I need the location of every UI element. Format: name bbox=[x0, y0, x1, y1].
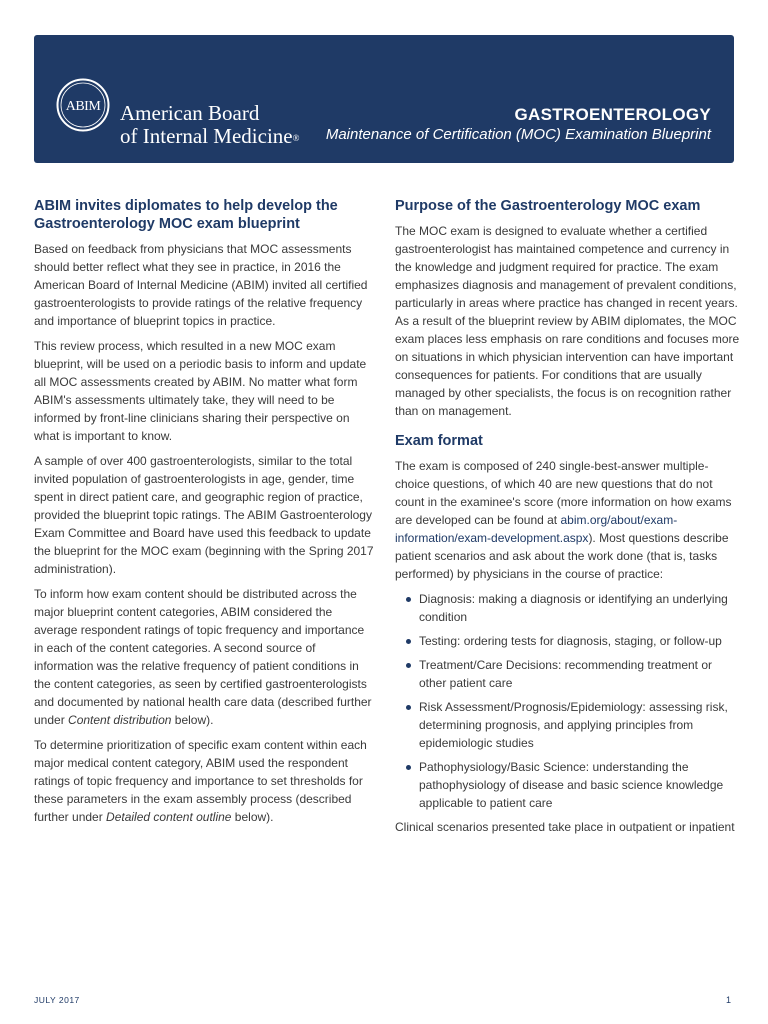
content-distribution-ref: Content distribution bbox=[68, 713, 172, 727]
detailed-outline-ref: Detailed content outline bbox=[106, 810, 232, 824]
list-item: Diagnosis: making a diagnosis or identifying an underlying condition bbox=[395, 590, 740, 626]
clinical-scenarios-paragraph: Clinical scenarios presented take place in outpatient or inpatient bbox=[395, 820, 735, 834]
bullet-icon bbox=[406, 639, 411, 644]
org-name-line2: of Internal Medicine® bbox=[120, 124, 300, 148]
left-paragraph-2: This review process, which resulted in a new MOC exam blueprint, will be used on a periodic basis to inform and update all MOC assessments created by ABIM. No matter what form ABIM's assessments ultimately take, they will need to be informed by front-line clinicians sharing their perspective on what is important to know. bbox=[34, 339, 367, 443]
registered-mark: ® bbox=[292, 133, 300, 143]
bullet-icon bbox=[406, 765, 411, 770]
bullet-icon bbox=[406, 663, 411, 668]
right-column bbox=[395, 197, 740, 843]
footer-date: JULY 2017 bbox=[34, 995, 80, 1005]
left-paragraph-3: A sample of over 400 gastroenterologists, similar to the total invited population of gastroenterologists in age, gender, time spent in direct patient care, and geographic region of practice, provided the blueprint topic ratings. The ABIM Gastroenterology Exam Committee and Board have used this feedback to update the blueprint for the MOC exam (beginning with the Spring 2017 administration). bbox=[34, 454, 374, 576]
exam-format-paragraph: The exam is composed of 240 single-best-answer multiple-choice questions, of which 40 are new questions that do not count in the examinee's score (more information on how exams are developed can be found at abim.org/about/exam-information/exam-development.aspx). Most questions describe patient scenarios and ask about the work done (that is, tasks performed) by physicians in the course of practice: bbox=[395, 459, 732, 581]
list-item: Risk Assessment/Prognosis/Epidemiology: assessing risk, determining prognosis, and applying principles from epidemiologic studies bbox=[395, 698, 740, 752]
bullet-icon bbox=[406, 705, 411, 710]
left-paragraph-4: To inform how exam content should be distributed across the major blueprint content categories, ABIM considered the average respondent ratings of topic frequency and importance in each of the content categories. A second source of information was the relative frequency of patient conditions in the content categories, as seen by certified gastroenterologists and documented by national health care data (described further under Content distribution below). bbox=[34, 587, 372, 727]
purpose-paragraph: The MOC exam is designed to evaluate whether a certified gastroenterologist has maintained competence and currency in the knowledge and judgment required for practice. The exam emphasizes diagnosis and management of prevalent conditions, particularly in areas where practice has changed in recent years. As a result of the blueprint review by ABIM diplomates, the MOC exam places less emphasis on rare conditions and focuses more on situations in which physician intervention can have important consequences for patients. For conditions that are usually managed by other specialists, the focus is on recognition rather than on management. bbox=[395, 224, 740, 418]
exam-development-link[interactable]: abim.org/about/exam-information/exam-development.aspx bbox=[395, 513, 678, 545]
left-column bbox=[34, 197, 376, 833]
page-number: 1 bbox=[726, 995, 732, 1005]
list-item: Treatment/Care Decisions: recommending treatment or other patient care bbox=[395, 656, 740, 692]
bullet-icon bbox=[406, 597, 411, 602]
header-banner bbox=[34, 35, 734, 163]
specialty-title: GASTROENTEROLOGY bbox=[514, 105, 711, 124]
invite-heading: ABIM invites diplomates to help develop the Gastroenterology MOC exam blueprint bbox=[34, 198, 338, 232]
org-name-line1: American Board bbox=[120, 101, 260, 125]
left-paragraph-5: To determine prioritization of specific exam content within each major medical content category, ABIM used the respondent ratings of topic frequency and importance to set thresholds for these parameters in the exam assembly process (described further under Detailed content outline below). bbox=[34, 738, 367, 824]
abim-seal-logo bbox=[56, 78, 110, 132]
exam-format-heading: Exam format bbox=[395, 433, 483, 449]
purpose-heading: Purpose of the Gastroenterology MOC exam bbox=[395, 198, 701, 214]
left-paragraph-1: Based on feedback from physicians that MOC assessments should better reflect what they see in practice, in 2016 the American Board of Internal Medicine (ABIM) invited all certified gastroenterologists to provide ratings of the relative frequency and importance of blueprint topics in practice. bbox=[34, 242, 368, 328]
blueprint-subtitle: Maintenance of Certification (MOC) Examination Blueprint bbox=[325, 126, 711, 143]
task-list bbox=[395, 590, 740, 812]
list-item: Pathophysiology/Basic Science: understanding the pathophysiology of disease and basic science knowledge applicable to patient care bbox=[395, 758, 740, 812]
logo-text: ABIM bbox=[65, 99, 101, 114]
list-item: Testing: ordering tests for diagnosis, staging, or follow-up bbox=[395, 632, 740, 650]
